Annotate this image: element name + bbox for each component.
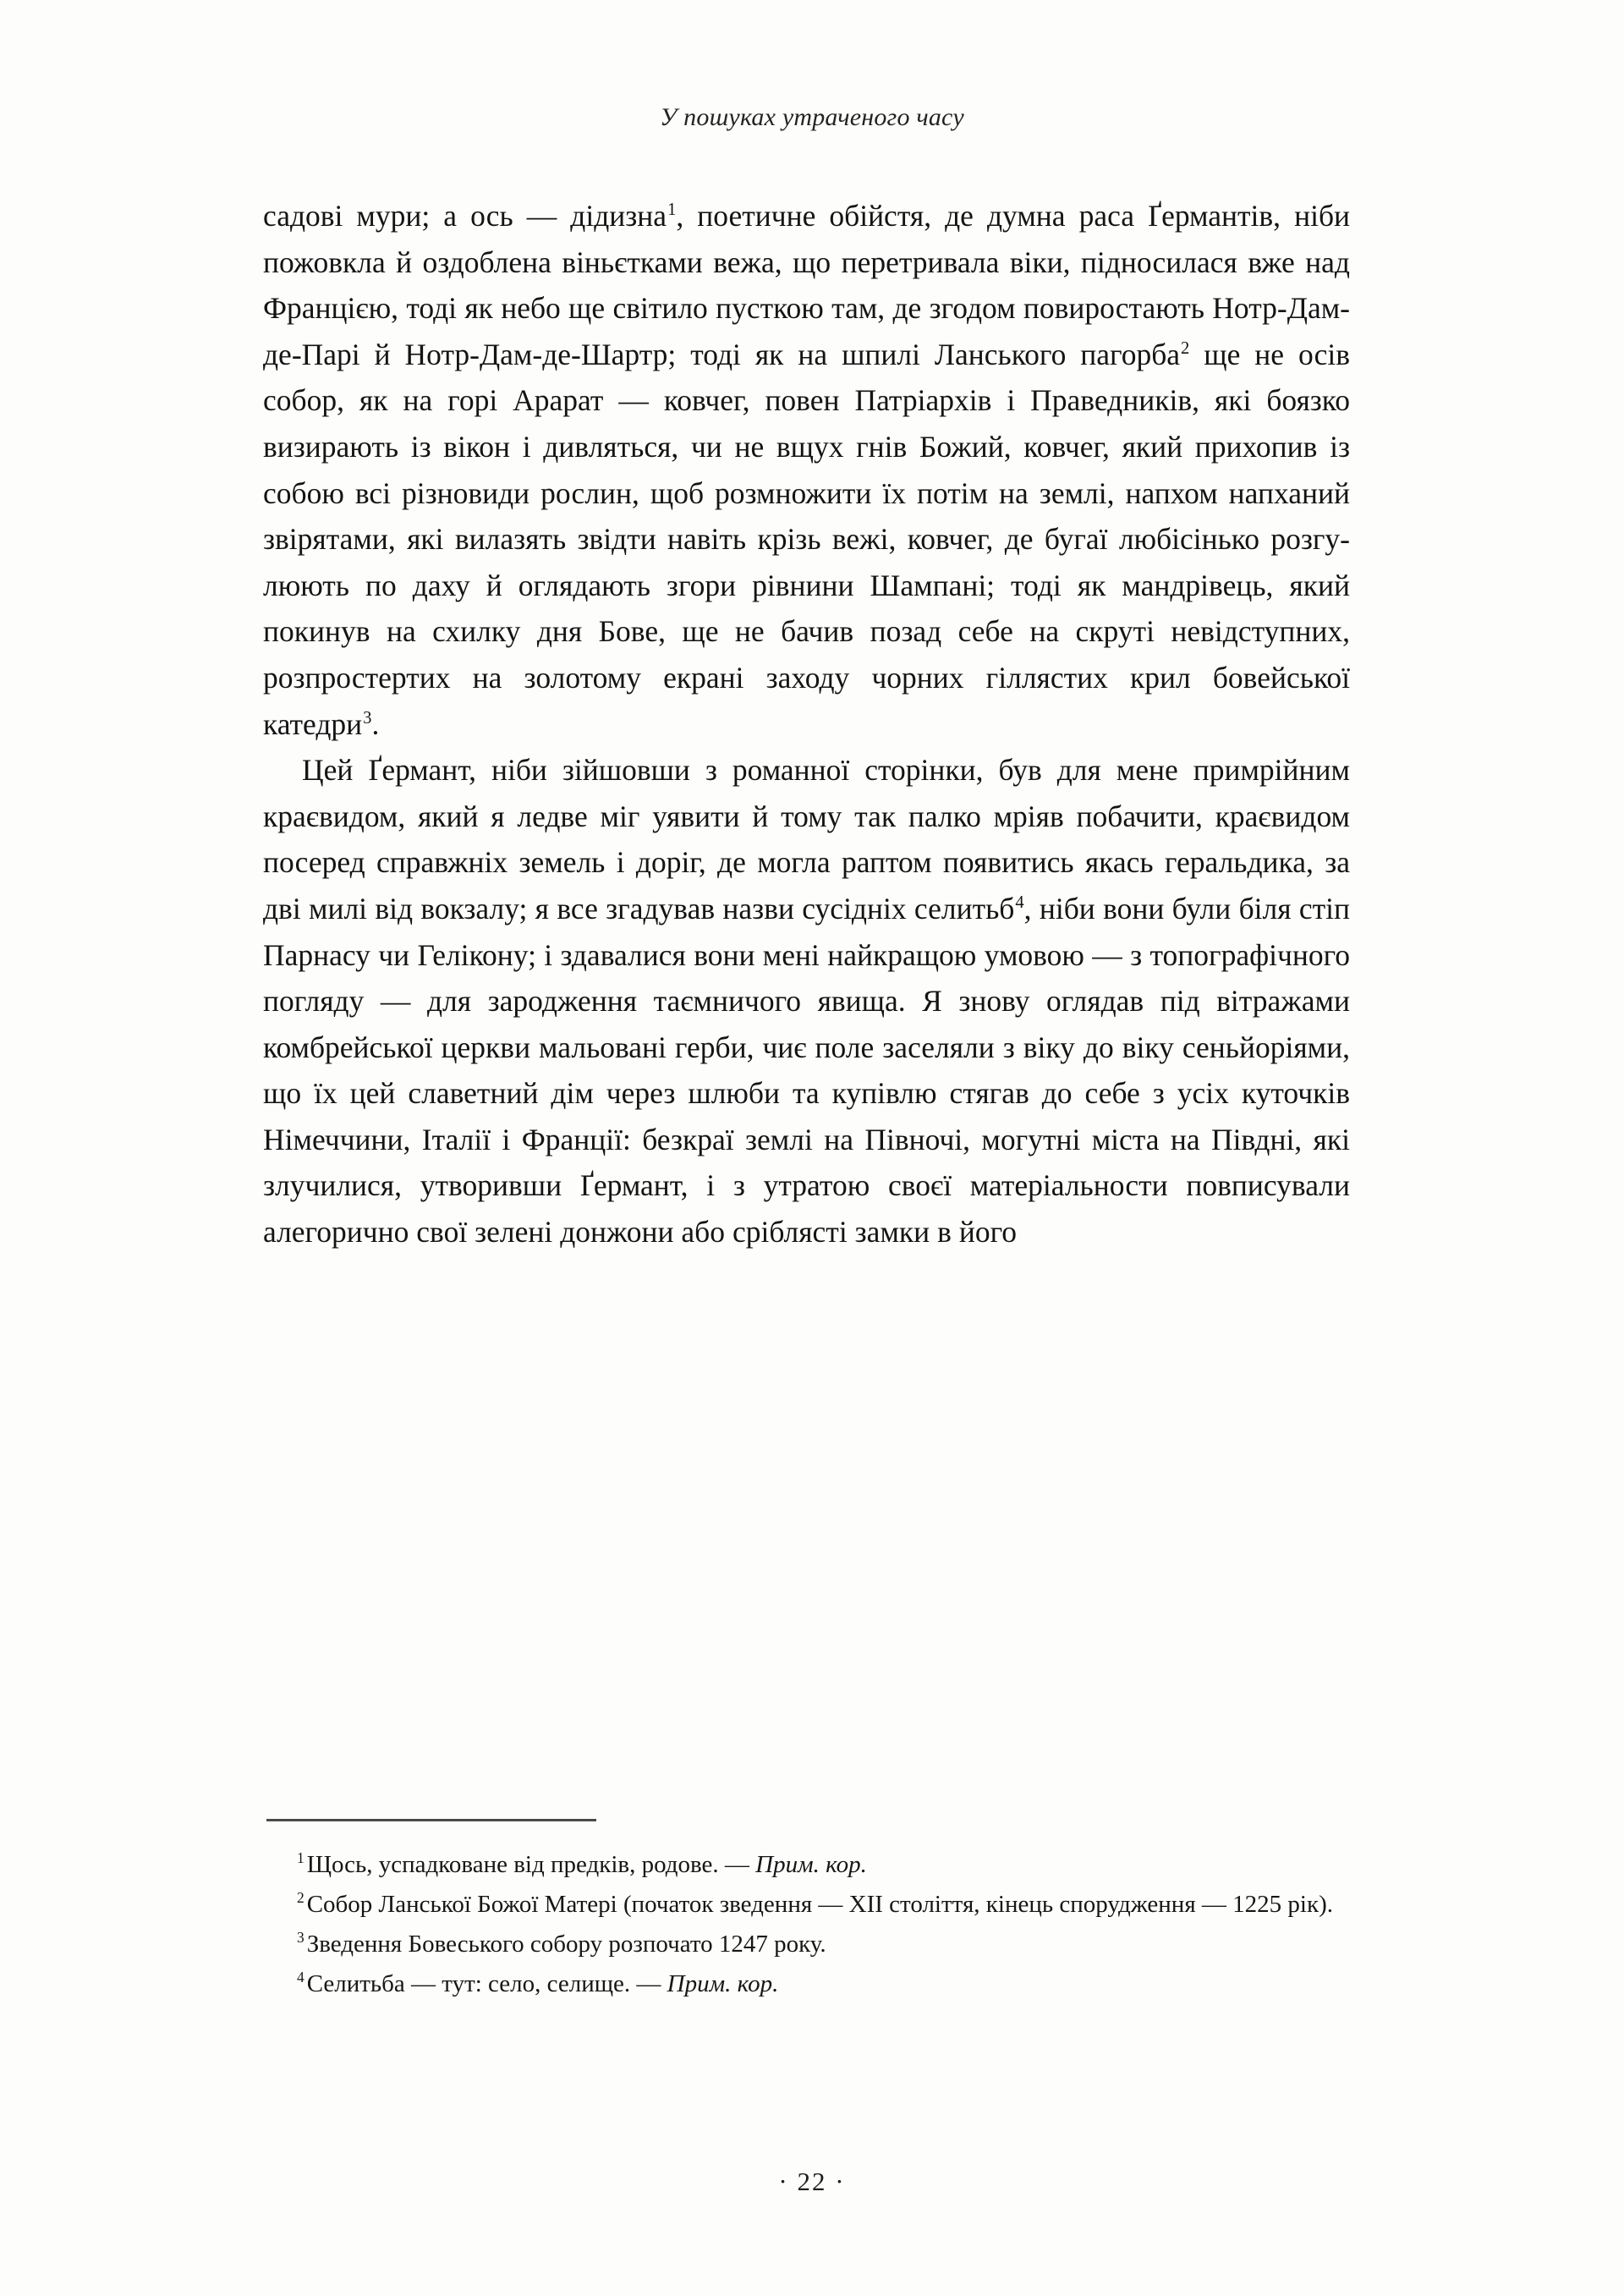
running-head: У пошуках утраченого часу <box>660 103 964 131</box>
footnote-ref-2[interactable]: 2 <box>1181 338 1190 358</box>
footnote-marker: 4 <box>297 1969 304 1986</box>
paragraph <box>263 193 1350 747</box>
footnote-item <box>263 1847 1350 1883</box>
paragraph-segment: садові мури; а ось — дідизна <box>263 199 667 233</box>
footnote-area <box>263 1819 1350 2006</box>
footnote-text: Зведення Бовеського собору розпочато 1247 року. <box>306 1931 826 1958</box>
footnote-text: Собор Ланської Божої Матері (початок зведення — XII століття, кінець спорудження — 1225 рік). <box>306 1891 1333 1918</box>
footnote-marker: 2 <box>297 1889 304 1907</box>
footnote-marker: 3 <box>297 1929 304 1947</box>
page-number: · 22 · <box>778 2167 846 2196</box>
paragraph-segment: ще не осів собор, як на горі Арарат — ковчег, повен Патріархів і Праведників, які боязко визирають із вікон і дивляться, чи не вщух гнів Божий, ковчег, який прихопив із собою всі різновиди рослин, щоб розмножити їх потім на землі, напхом напханий звірятами, які вилазять звідти навіть крізь вежі, ковчег, де бугаї любісінько розгулюють по даху й оглядають згори рівнини Шампані; тоді як мандрівець, який покинув на схилку дня Бове, ще не бачив позад себе на скруті невідступних, розпростертих на золотому екрані заходу чорних гіллястих крил бовейської катедри <box>263 337 1350 741</box>
paragraph <box>263 747 1350 1255</box>
footnote-item <box>263 1966 1350 2002</box>
footnote-marker: 1 <box>297 1849 304 1867</box>
footnote-item <box>263 1926 1350 1963</box>
footnote-separator-rule <box>266 1819 596 1821</box>
paragraph-segment: , поетичне обійстя, де думна раса Ґермантів, ніби пожовкла й оздоблена віньєтками вежа, що перетривала віки, підносилася вже над Францією, тоді як небо ще світило пусткою там, де згодом повиростають Нотр-Дам-де-Парі й Нотр-Дам-де-Шартр; тоді як на шпилі Ланського пагорба <box>263 199 1351 371</box>
paragraph-segment: . <box>371 706 380 741</box>
footnote-item <box>263 1887 1350 1923</box>
footnote-ref-3[interactable]: 3 <box>363 708 372 728</box>
body-text-block <box>263 193 1350 1255</box>
footnote-attribution: Прим. кор. <box>667 1970 779 1997</box>
paragraph-segment: Цей Ґермант, ніби зійшовши з романної сторінки, був для мене примрійним краєвидом, який я ледве міг уявити й тому так палко мріяв побачити, краєвидом посеред справжніх земель і доріг, де могла раптом появитись якась геральдика, за дві милі від вокзалу; я все згадував назви сусідніх селитьб <box>263 753 1350 926</box>
paragraph-segment: , ніби вони були біля стіп Парнасу чи Гелікону; і здавалися вони мені найкращою умовою — з топографічного погляду — для зародження таємничого явища. Я знову оглядав під вітражами комбрейської церкви мальовані герби, чиє поле заселяли з віку до віку сеньйоріями, що їх цей славетний дім через шлюби та купівлю стягав до себе з усіх куточків Німеччини, Італії і Франції: безкраї землі на Півночі, могутні міста на Півдні, які злучилися, утворивши Ґермант, і з утратою своєї матеріальности повписували алегорично свої зелені донжони або сріблясті замки в його <box>263 891 1350 1250</box>
footnote-text: Щось, успадковане від предків, родове. — <box>306 1851 756 1878</box>
footnote-ref-1[interactable]: 1 <box>667 200 677 220</box>
footnote-ref-4[interactable]: 4 <box>1015 893 1024 913</box>
footnote-text: Селитьба — тут: село, селище. — <box>306 1970 667 1997</box>
footnote-attribution: Прим. кор. <box>755 1851 867 1878</box>
